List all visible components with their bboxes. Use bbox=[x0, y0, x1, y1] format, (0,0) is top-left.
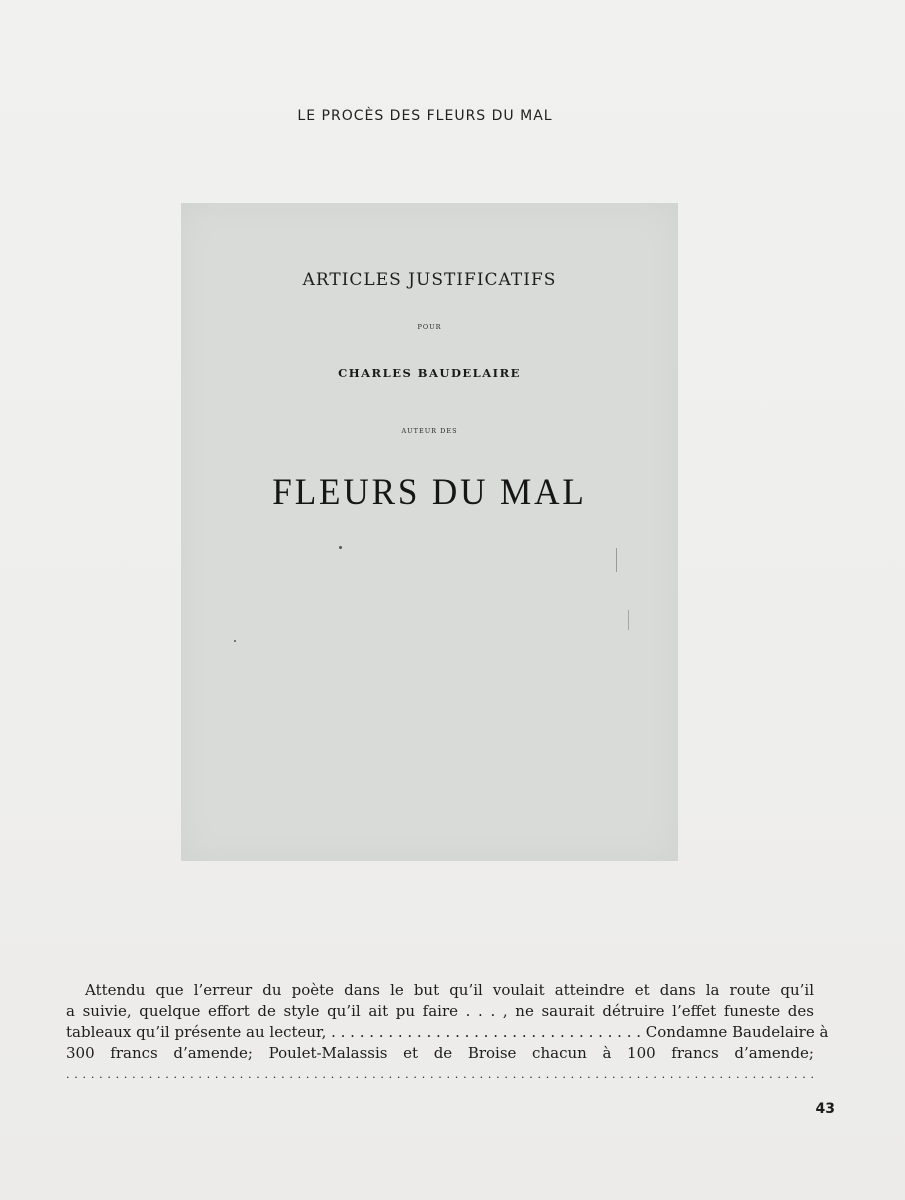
paragraph-line: tableaux qu’il présente au lecteur, . . . . . . . . . . . . . . . . . . . . . . . . . . . . . . . . . Condamne Baudelaire à bbox=[66, 1023, 829, 1041]
plate-auteur-des: AUTEUR DES bbox=[401, 427, 458, 435]
plate-title: FLEURS DU MAL bbox=[272, 472, 587, 513]
paragraph-dotted-line: . . . . . . . . . . . . . . . . . . . . . . . . . . . . . . . . . . . . . . . . . . . . . . . . . . . . . . . . . . . . . . . . . . . . . . . . . . . . . . . . . . . . . . . . . . . bbox=[66, 1068, 814, 1081]
running-head: LE PROCÈS DES FLEURS DU MAL bbox=[297, 108, 553, 124]
paragraph-line: 300 francs d’amende; Poulet-Malassis et de Broise chacun à 100 francs d’amende; bbox=[66, 1044, 814, 1062]
plate-scratch bbox=[628, 610, 629, 630]
plate-speck bbox=[339, 546, 342, 549]
plate-scratch bbox=[616, 548, 617, 572]
plate-heading: ARTICLES JUSTIFICATIFS bbox=[302, 270, 557, 290]
plate-author: CHARLES BAUDELAIRE bbox=[338, 366, 521, 380]
plate-pour: POUR bbox=[417, 323, 442, 331]
page-number: 43 bbox=[815, 1101, 835, 1117]
facsimile-plate bbox=[181, 203, 678, 861]
plate-speck bbox=[234, 640, 236, 642]
paragraph-line: a suivie, quelque effort de style qu’il ait pu faire . . . , ne saurait détruire l’effet funeste des bbox=[66, 1002, 814, 1020]
verdict-paragraph bbox=[66, 980, 829, 1085]
paragraph-line: Attendu que l’erreur du poète dans le but qu’il voulait atteindre et dans la route qu’il bbox=[85, 981, 814, 999]
